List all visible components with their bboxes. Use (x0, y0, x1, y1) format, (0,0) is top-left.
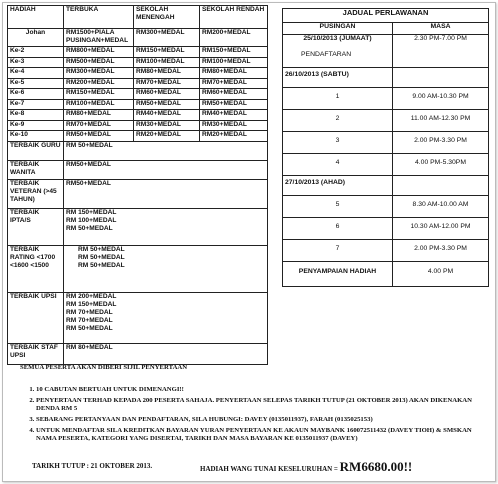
special-label: TERBAIK STAF UPSI (8, 343, 64, 364)
header-cell: SEKOLAH RENDAH (200, 6, 268, 29)
table-cell: RM100+MEDAL (64, 99, 134, 110)
table-cell: RM50+MEDAL (134, 99, 200, 110)
total-label: HADIAH WANG TUNAI KESELURUHAN = (200, 465, 338, 473)
prize-line: RM 50+MEDAL (78, 261, 125, 269)
table-cell: RM20+MEDAL (200, 131, 268, 142)
special-label: TERBAIK VETERAN (>45 TAHUN) (8, 179, 64, 208)
schedule-header-row (283, 23, 489, 35)
prize-line: RM50+MEDAL (66, 179, 111, 187)
prize-line: RM 50+MEDAL (78, 253, 125, 261)
table-row (8, 57, 268, 68)
table-row (8, 292, 268, 343)
schedule-time (393, 68, 489, 88)
table-cell: RM200+MEDAL (200, 29, 268, 47)
prize-table-header (8, 6, 268, 29)
schedule-row (283, 218, 489, 240)
table-cell: Ke-5 (8, 78, 64, 89)
schedule-day3 (283, 176, 489, 262)
table-cell: RM1500+PIALA PUSINGAN+MEDAL (64, 29, 134, 47)
table-cell: RM500+MEDAL (64, 57, 134, 68)
header-cell: HADIAH (8, 6, 64, 29)
special-label: TERBAIK IPTA/S (8, 208, 64, 245)
schedule-day1-cell (283, 35, 393, 68)
total-prize (200, 459, 412, 475)
list-item: 1. 10 CABUTAN BERTUAH UNTUK DIMENANGI!! (36, 386, 480, 394)
prize-line: RM50+MEDAL (66, 160, 111, 168)
special-prizes (64, 179, 268, 208)
table-cell: RM60+MEDAL (134, 89, 200, 100)
list-item: 3. SEBARANG PERTANYAAN DAN PENDAFTARAN, SILA HUBUNGI: DAVEY (0135011937), FARAH (0135025153) (36, 416, 480, 424)
round-number: 5 (283, 196, 393, 218)
round-number: 3 (283, 132, 393, 154)
special-prizes (64, 292, 268, 343)
prize-line: RM 200+MEDAL (66, 292, 117, 300)
list-item: 4. UNTUK MENDAFTAR SILA KREDITKAN BAYARAN YURAN PENYERTAAN KE AKAUN MAYBANK 160072511432 (DAVEY TIOH) & SMSKAN NAMA PESERTA, KATEGORI YANG DISERTAI, TARIKH DAN MASA BAYARAN KE 0135011937 (DAVEY) (36, 427, 480, 443)
table-cell: RM30+MEDAL (134, 120, 200, 131)
special-label: TERBAIK WANITA (8, 160, 64, 179)
schedule-date: 27/10/2013 (AHAD) (283, 176, 393, 196)
table-cell: RM80+MEDAL (64, 110, 134, 121)
table-cell: Ke-2 (8, 47, 64, 58)
schedule-row (283, 88, 489, 110)
prize-line: RM 50+MEDAL (78, 245, 125, 253)
table-row (8, 120, 268, 131)
round-time: 4.00 PM-5.30PM (393, 154, 489, 176)
special-rows (8, 141, 268, 364)
table-cell: Ke-7 (8, 99, 64, 110)
table-cell: Ke-8 (8, 110, 64, 121)
special-prizes (64, 343, 268, 364)
round-number: 4 (283, 154, 393, 176)
schedule-row (283, 240, 489, 262)
special-label: TERBAIK UPSI (8, 292, 64, 343)
special-prizes (64, 208, 268, 245)
table-cell: RM20+MEDAL (134, 131, 200, 142)
prize-line: RM 50+MEDAL (66, 141, 113, 149)
round-number: 7 (283, 240, 393, 262)
round-number: 2 (283, 110, 393, 132)
special-prizes (64, 141, 268, 160)
schedule-table (282, 8, 489, 287)
prize-line: RM 150+MEDAL (66, 300, 117, 308)
notes-list (20, 386, 480, 446)
table-row (8, 89, 268, 100)
table-cell: RM50+MEDAL (200, 99, 268, 110)
table-row (8, 179, 268, 208)
table-row (8, 245, 268, 292)
round-time: 2.00 PM-3.30 PM (393, 132, 489, 154)
table-cell: RM150+MEDAL (64, 89, 134, 100)
round-number: 1 (283, 88, 393, 110)
schedule-date: 25/10/2013 (JUMAAT) (303, 35, 372, 42)
round-time: 2.00 PM-3.30 PM (393, 240, 489, 262)
prize-line: RM 70+MEDAL (66, 316, 113, 324)
prize-line: RM 80+MEDAL (66, 343, 113, 351)
table-cell: RM800+MEDAL (64, 47, 134, 58)
schedule-row (283, 110, 489, 132)
round-time: 10.30 AM-12.00 PM (393, 218, 489, 240)
table-cell: RM60+MEDAL (200, 89, 268, 100)
schedule-row (283, 35, 489, 68)
table-row (8, 29, 268, 47)
table-cell: RM80+MEDAL (200, 68, 268, 79)
schedule-time (393, 176, 489, 196)
table-row (8, 343, 268, 364)
table-cell: RM100+MEDAL (134, 57, 200, 68)
table-row (8, 68, 268, 79)
round-time: 11.00 AM-12.30 PM (393, 110, 489, 132)
table-cell: RM70+MEDAL (134, 78, 200, 89)
special-prizes (64, 160, 268, 179)
table-cell: RM40+MEDAL (134, 110, 200, 121)
closing-time: 4.00 PM (393, 262, 489, 287)
table-row (8, 47, 268, 58)
header-cell: SEKOLAH MENENGAH (134, 6, 200, 29)
ranked-rows (8, 29, 268, 142)
special-prizes (64, 245, 268, 292)
table-cell: RM30+MEDAL (200, 120, 268, 131)
schedule-title: JADUAL PERLAWANAN (283, 9, 489, 23)
table-cell: RM80+MEDAL (134, 68, 200, 79)
schedule-row (283, 176, 489, 196)
table-row (8, 131, 268, 142)
table-cell: Ke-10 (8, 131, 64, 142)
table-cell: RM50+MEDAL (64, 131, 134, 142)
prize-line: RM 50+MEDAL (66, 224, 113, 232)
schedule-note: PENDAFTARAN (301, 51, 352, 59)
certificate-note: SEMUA PESERTA AKAN DIBERI SIJIL PENYERTAAN (20, 364, 188, 371)
prize-line: RM 150+MEDAL (66, 208, 117, 216)
schedule-row (283, 68, 489, 88)
schedule-row (283, 154, 489, 176)
table-row (8, 110, 268, 121)
prize-line: RM 100+MEDAL (66, 216, 117, 224)
table-cell: RM150+MEDAL (200, 47, 268, 58)
table-cell: RM100+MEDAL (200, 57, 268, 68)
closing-label: PENYAMPAIAN HADIAH (283, 262, 393, 287)
schedule-title-row (283, 9, 489, 23)
prize-line: RM 50+MEDAL (66, 324, 113, 332)
table-cell: RM300+MEDAL (64, 68, 134, 79)
round-time: 8.30 AM-10.00 AM (393, 196, 489, 218)
table-cell: RM200+MEDAL (64, 78, 134, 89)
table-cell: RM70+MEDAL (64, 120, 134, 131)
table-cell: RM70+MEDAL (200, 78, 268, 89)
closing-date: TARIKH TUTUP : 21 OKTOBER 2013. (32, 462, 153, 470)
table-cell: Ke-9 (8, 120, 64, 131)
round-number: 6 (283, 218, 393, 240)
schedule-date: 26/10/2013 (SABTU) (283, 68, 393, 88)
table-cell: Ke-3 (8, 57, 64, 68)
special-label: TERBAIK RATING <1700 <1600 <1500 (8, 245, 64, 292)
header-cell: PUSINGAN (283, 23, 393, 35)
table-row (8, 160, 268, 179)
list-item: 2. PENYERTAAN TERHAD KEPADA 200 PESERTA SAHAJA. PENYERTAAN SELEPAS TARIKH TUTUP (21 OKTOBER 2013) AKAN DIKENAKAN DENDA RM 5 (36, 397, 480, 413)
round-time: 9.00 AM-10.30 PM (393, 88, 489, 110)
schedule-row (283, 132, 489, 154)
table-row (8, 99, 268, 110)
table-cell: Ke-4 (8, 68, 64, 79)
schedule-row (283, 196, 489, 218)
header-cell: TERBUKA (64, 6, 134, 29)
table-cell: RM40+MEDAL (200, 110, 268, 121)
special-label: TERBAIK GURU (8, 141, 64, 160)
table-cell: Johan (8, 29, 64, 47)
schedule-time: 2.30 PM-7.00 PM (393, 35, 489, 68)
table-row (8, 141, 268, 160)
header-cell: MASA (393, 23, 489, 35)
schedule-day2 (283, 68, 489, 176)
prize-line: RM 70+MEDAL (66, 308, 113, 316)
table-cell: RM150+MEDAL (134, 47, 200, 58)
table-cell: Ke-6 (8, 89, 64, 100)
table-row (8, 208, 268, 245)
table-row (8, 78, 268, 89)
prize-table (7, 5, 268, 365)
total-value: RM6680.00!! (339, 459, 413, 474)
table-cell: RM300+MEDAL (134, 29, 200, 47)
schedule-row (283, 262, 489, 287)
